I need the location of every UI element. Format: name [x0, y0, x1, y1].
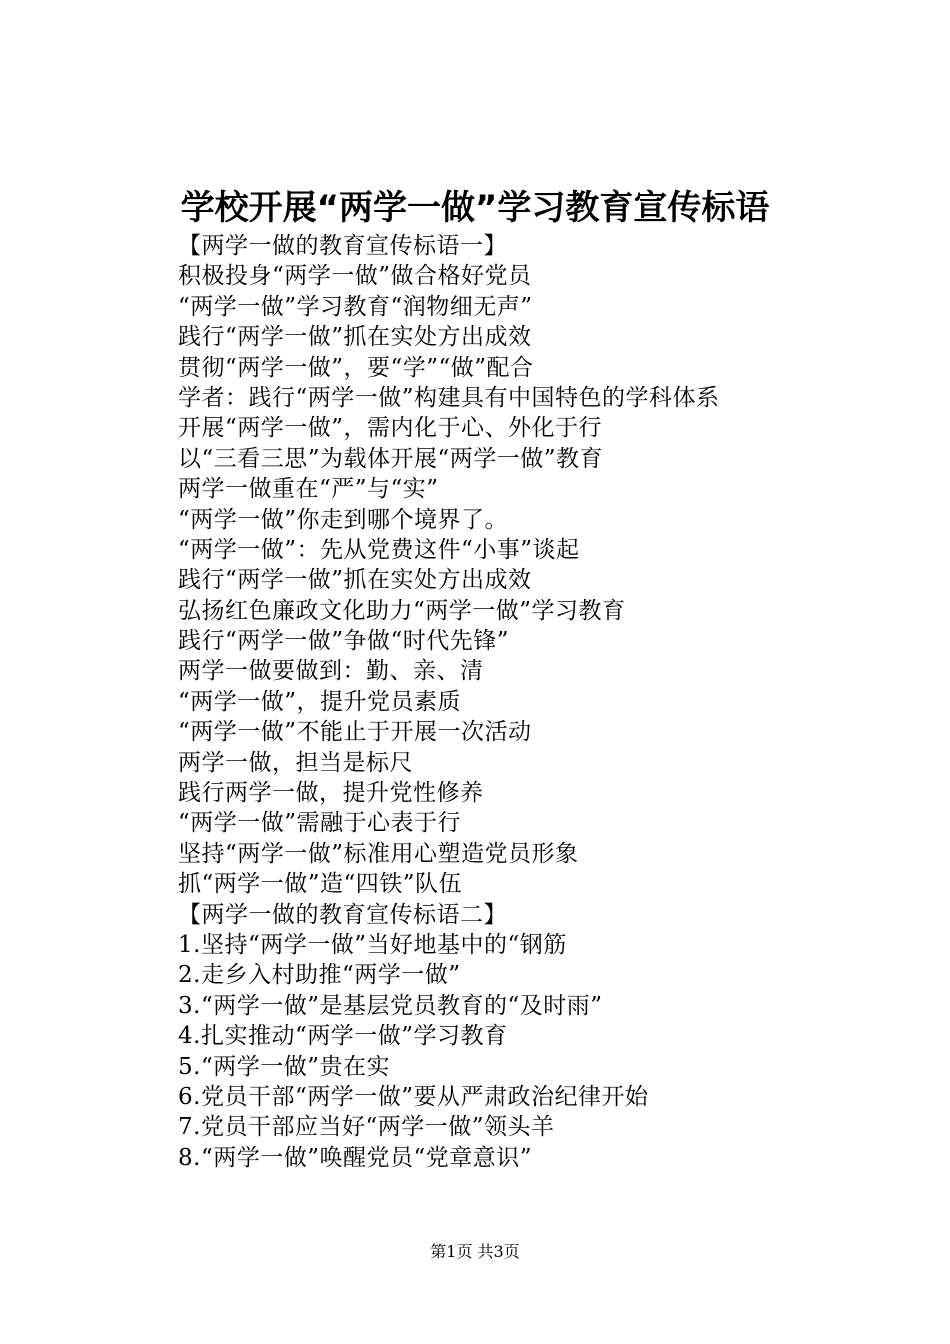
- slogan-line: 贯彻“两学一做”，要“学”“做”配合: [178, 354, 534, 381]
- slogan-line: “两学一做”不能止于开展一次活动: [178, 719, 532, 746]
- slogan-list: [178, 231, 858, 1173]
- slogan-line: “两学一做”你走到哪个境界了。: [178, 506, 509, 533]
- slogan-line: 两学一做重在“严”与“实”: [178, 476, 439, 503]
- slogan-line: 学者：践行“两学一做”构建具有中国特色的学科体系: [178, 384, 720, 411]
- section-heading-2: 【两学一做的教育宣传标语二】: [178, 901, 507, 928]
- slogan-line: 两学一做要做到：勤、亲、清: [178, 658, 484, 685]
- slogan-line: 践行“两学一做”抓在实处方出成效: [178, 567, 532, 594]
- slogan-line: 践行“两学一做”抓在实处方出成效: [178, 324, 532, 351]
- slogan-line: 7.党员干部应当好“两学一做”领头羊: [178, 1114, 555, 1141]
- slogan-line: 1.坚持“两学一做”当好地基中的“钢筋: [178, 931, 567, 958]
- document-title: 学校开展“两学一做”学习教育宣传标语: [180, 188, 770, 228]
- slogan-line: 践行“两学一做”争做“时代先锋”: [178, 628, 510, 655]
- slogan-line: 5.“两学一做”贵在实: [178, 1053, 390, 1080]
- slogan-line: 3.“两学一做”是基层党员教育的“及时雨”: [178, 992, 603, 1019]
- slogan-line: 两学一做，担当是标尺: [178, 749, 413, 776]
- slogan-line: 坚持“两学一做”标准用心塑造党员形象: [178, 840, 579, 867]
- slogan-line: 弘扬红色廉政文化助力“两学一做”学习教育: [178, 597, 626, 624]
- slogan-line: “两学一做”学习教育“润物细无声”: [178, 293, 533, 320]
- slogan-line: “两学一做”，提升党员素质: [178, 688, 462, 715]
- slogan-line: 4.扎实推动“两学一做”学习教育: [178, 1023, 508, 1050]
- slogan-line: 8.“两学一做”唤醒党员“党章意识”: [178, 1144, 532, 1171]
- slogan-line: 6.党员干部“两学一做”要从严肃政治纪律开始: [178, 1083, 649, 1110]
- page-number-footer: 第1页 共3页: [430, 1242, 520, 1261]
- slogan-line: 抓“两学一做”造“四铁”队伍: [178, 871, 463, 898]
- slogan-line: 2.走乡入村助推“两学一做”: [178, 962, 461, 989]
- slogan-line: 践行两学一做，提升党性修养: [178, 780, 484, 807]
- slogan-line: 积极投身“两学一做”做合格好党员: [178, 263, 532, 290]
- slogan-line: “两学一做”：先从党费这件“小事”谈起: [178, 536, 580, 563]
- slogan-line: 以“三看三思”为载体开展“两学一做”教育: [178, 445, 604, 472]
- slogan-line: 开展“两学一做”，需内化于心、外化于行: [178, 415, 603, 442]
- slogan-line: “两学一做”需融于心表于行: [178, 810, 462, 837]
- section-heading-1: 【两学一做的教育宣传标语一】: [178, 233, 507, 259]
